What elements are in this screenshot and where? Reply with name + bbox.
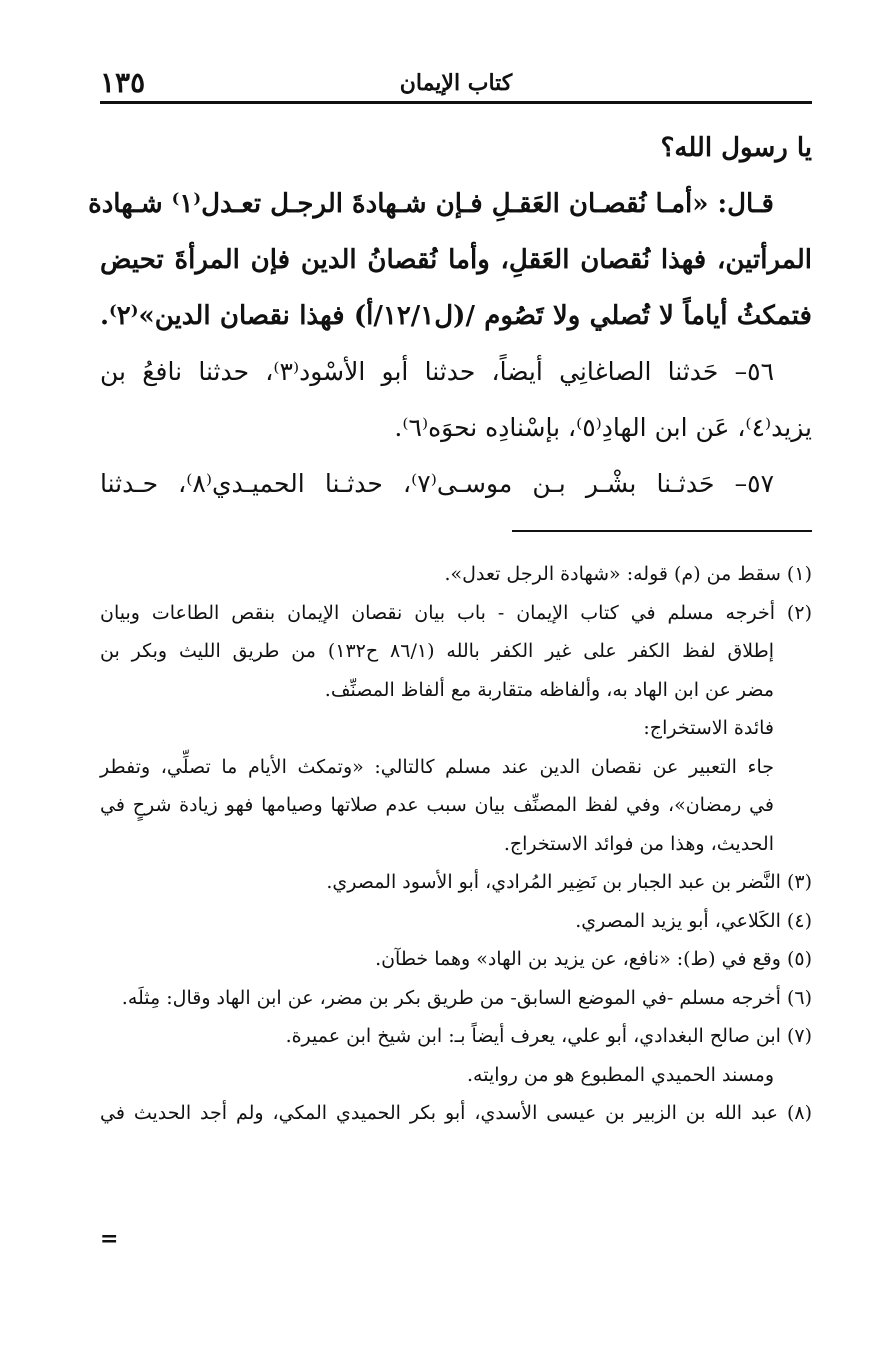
header-rule — [100, 101, 812, 104]
footnote-line: (٦) أخرجه مسلم -في الموضع السابق- من طريق بكر بن مضر، عن ابن الهاد وقال: مِثلَه. — [121, 986, 812, 1009]
text-line: فتمكثُ أياماً لا تُصلي ولا تَصُوم /(ل١٢/١/أ) فهذا نقصان الدين»⁽٢⁾. — [100, 301, 812, 331]
hadith-56-line: ٥٦– حَدثنا الصاغانِي أيضاً، حدثنا أبو الأسْود⁽٣⁾، حدثنا نافعُ بن — [100, 357, 774, 386]
footnote-line: الحديث، وهذا من فوائد الاستخراج. — [503, 832, 774, 855]
footnote-line: جاء التعبير عن نقصان الدين عند مسلم كالتالي: «وتمكث الأيام ما تصلِّي، وتفطر — [100, 755, 774, 778]
text-line: يا رسول الله؟ — [660, 133, 812, 163]
footnote-line: مضر عن ابن الهاد به، وألفاظه متقاربة مع ألفاظ المصنِّف. — [324, 678, 774, 701]
footnote-line: فائدة الاستخراج: — [643, 717, 774, 739]
footnote-line: (٤) الكَلاعي، أبو يزيد المصري. — [575, 909, 812, 932]
footnote-line: ومسند الحميدي المطبوع هو من روايته. — [467, 1063, 774, 1086]
text-line: يزيد⁽٤⁾، عَن ابن الهادِ⁽٥⁾، بإسْنادِه نحوَه⁽٦⁾. — [394, 413, 812, 442]
footnote-line: (٥) وقع في (ط): «نافع، عن يزيد بن الهاد» وهما خطآن. — [375, 948, 812, 970]
footnote-line: (٢) أخرجه مسلم في كتاب الإيمان - باب بيان نقصان الإيمان بنقص الطاعات وبيان — [100, 601, 812, 624]
running-title: كتاب الإيمان — [399, 70, 513, 96]
footnote-line: في رمضان»، وفي لفظ المصنِّف بيان سبب عدم صلاتها وصيامها فهو زيادة شرحٍ في — [100, 794, 774, 816]
footnote-line: (١) سقط من (م) قوله: «شهادة الرجل تعدل». — [444, 563, 812, 585]
footnote-line: إطلاق لفظ الكفر على غير الكفر بالله (٨٦/١ ح١٣٢) من طريق الليث وبكر بن — [100, 640, 774, 662]
page-number: ١٣٥ — [100, 66, 146, 99]
footnote-line: (٧) ابن صالح البغدادي، أبو علي، يعرف أيضاً بـ: ابن شيخ ابن عميرة. — [285, 1025, 812, 1047]
continuation-mark: = — [100, 1226, 119, 1252]
footnote-line: (٣) النَّضر بن عبد الجبار بن نَضِير المُرادي، أبو الأسود المصري. — [326, 871, 812, 893]
text-line: قـال: «أمـا نُقصـان العَقـلِ فـإن شـهادةَ الرجـل تعـدل⁽١⁾ شـهادة — [88, 189, 774, 219]
text-line: المرأتين، فهذا نُقصان العَقلِ، وأما نُقصانُ الدين فإن المرأةَ تحيض — [100, 245, 812, 275]
main-text — [88, 120, 812, 512]
footnotes — [100, 555, 812, 1133]
footnote-separator — [512, 530, 812, 532]
footnote-line: (٨) عبد الله بن الزبير بن عيسى الأسدي، أبو بكر الحميدي المكي، ولم أجد الحديث في — [100, 1102, 812, 1124]
hadith-57-line: ٥٧– حَدثـنا بشْـر بـن موسـى⁽٧⁾، حدثـنا الحميـدي⁽٨⁾، حـدثنا — [100, 469, 774, 498]
page-header — [100, 62, 812, 102]
